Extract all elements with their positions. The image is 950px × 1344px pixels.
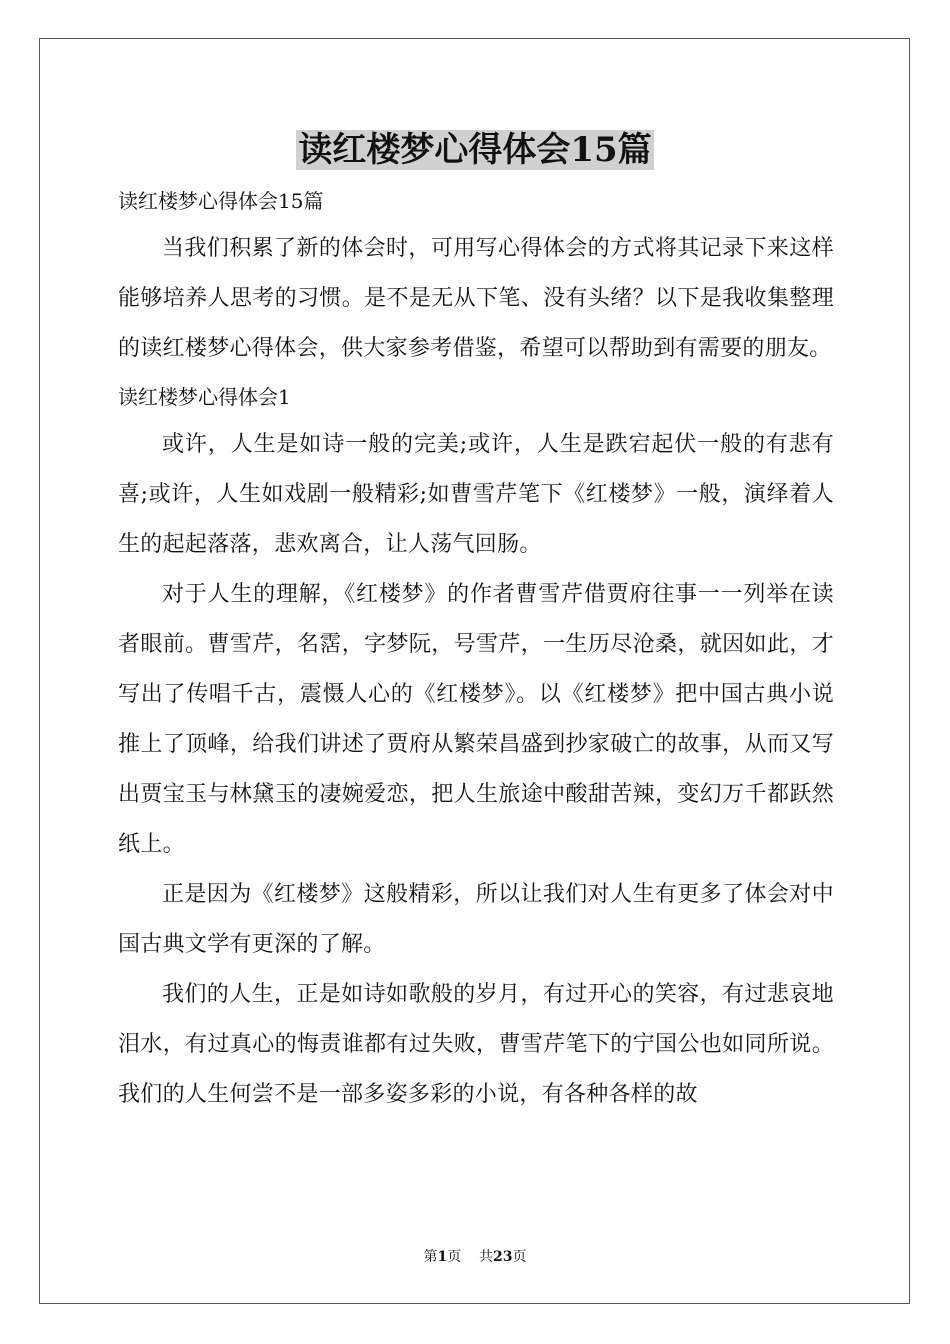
document-title-text: 读红楼梦心得体会15篇 bbox=[298, 130, 652, 170]
body-paragraph-1: 或许，人生是如诗一般的完美;或许，人生是跌宕起伏一般的有悲有喜;或许，人生如戏剧一般精彩;如曹雪芹笔下《红楼梦》一般，演绎着人生的起起落落，悲欢离合，让人荡气回肠。 bbox=[118, 432, 834, 557]
body-paragraph-3: 正是因为《红楼梦》这般精彩，所以让我们对人生有更多了体会对中国古典文学有更深的了解。 bbox=[118, 882, 834, 957]
document-body bbox=[118, 178, 834, 1120]
body-paragraph-4: 我们的人生，正是如诗如歌般的岁月，有过开心的笑容，有过悲哀地泪水，有过真心的悔责谁都有过失败，曹雪芹笔下的宁国公也如同所说。我们的人生何尝不是一部多姿多彩的小说，有各种各样的故 bbox=[118, 982, 834, 1107]
page-footer bbox=[0, 1246, 950, 1266]
total-pages: 23 bbox=[493, 1249, 513, 1265]
body-paragraph-2: 对于人生的理解，《红楼梦》的作者曹雪芹借贾府往事一一列举在读者眼前。曹雪芹，名霑，字梦阮，号雪芹，一生历尽沧桑，就因如此，才写出了传唱千古，震慑人心的《红楼梦》。以《红楼梦》把中国古典小说推上了顶峰，给我们讲述了贾府从繁荣昌盛到抄家破亡的故事，从而又写出贾宝玉与林黛玉的凄婉爱恋，把人生旅途中酸甜苦辣，变幻万千都跃然纸上。 bbox=[118, 582, 834, 857]
total-label-suffix: 页 bbox=[512, 1249, 527, 1265]
document-title bbox=[0, 126, 950, 174]
intro-paragraph: 当我们积累了新的体会时，可用写心得体会的方式将其记录下来这样能够培养人思考的习惯。是不是无从下笔、没有头绪？以下是我收集整理的读红楼梦心得体会，供大家参考借鉴，希望可以帮助到有需要的朋友。 bbox=[118, 236, 834, 361]
page-number: 1 bbox=[437, 1249, 448, 1265]
page-label-suffix: 页 bbox=[447, 1249, 462, 1265]
total-label-prefix: 共 bbox=[479, 1249, 494, 1265]
section-heading: 读红楼梦心得体会1 bbox=[118, 385, 291, 409]
document-subtitle: 读红楼梦心得体会15篇 bbox=[118, 189, 324, 213]
page-label-prefix: 第 bbox=[423, 1249, 438, 1265]
